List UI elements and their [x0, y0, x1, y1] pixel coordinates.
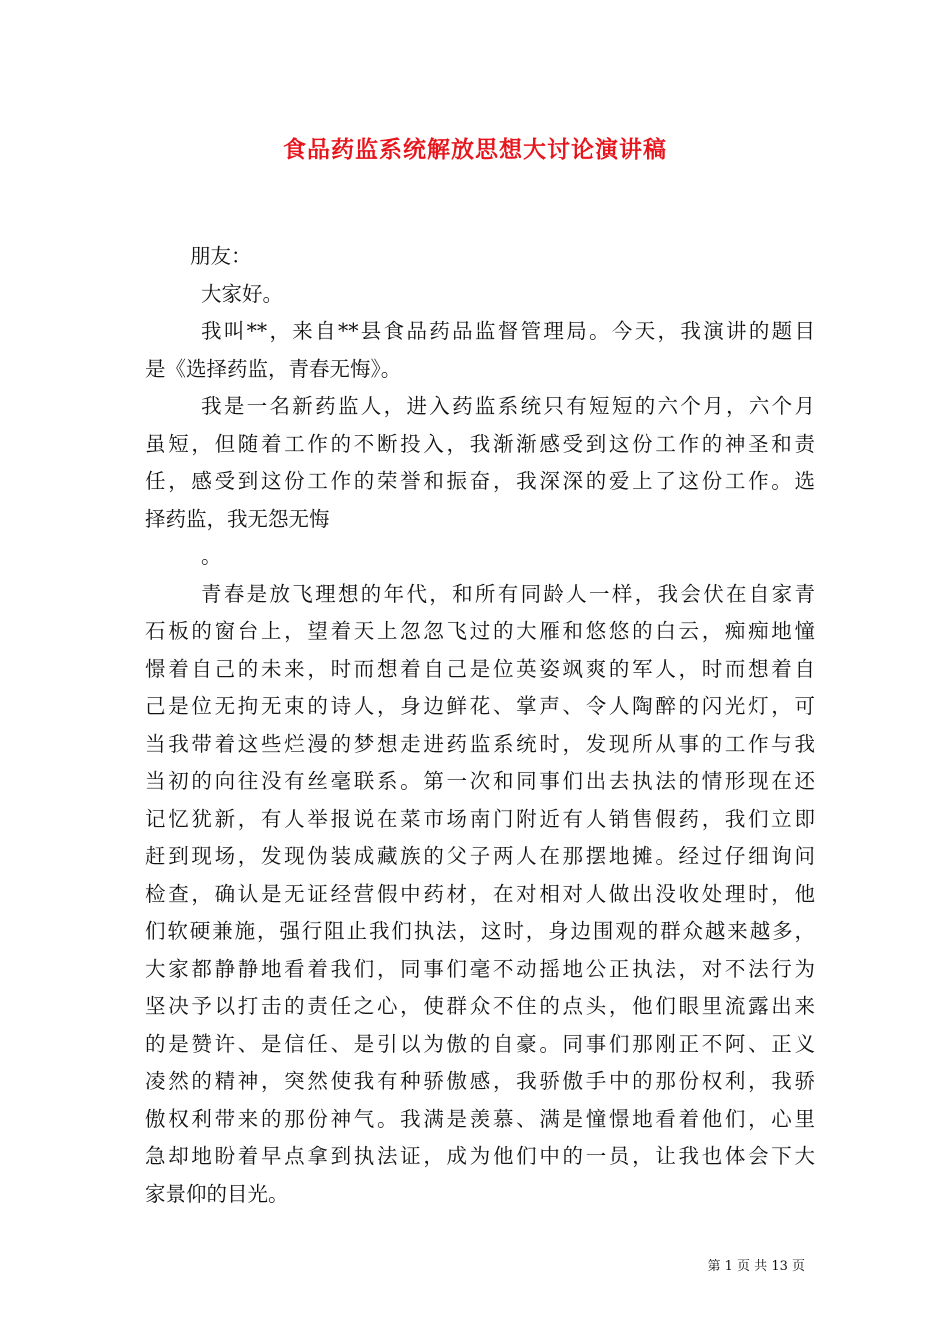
- text-line: 们软硬兼施，强行阻止我们执法，这时，身边围观的群众越来越多，: [145, 919, 815, 943]
- text-line: 任，感受到这份工作的荣誉和振奋，我深深的爱上了这份工作。选: [145, 469, 815, 493]
- text-line: 赶到现场，发现伪装成藏族的父子两人在那摆地摊。经过仔细询问: [145, 844, 815, 868]
- text-line: 青春是放飞理想的年代，和所有同龄人一样，我会伏在自家青: [201, 581, 815, 606]
- text-line: 虽短，但随着工作的不断投入，我渐渐感受到这份工作的神圣和责: [145, 431, 815, 456]
- text-line: 我叫**，来自**县食品药品监督管理局。今天，我演讲的题目: [201, 319, 815, 343]
- text-line: 急却地盼着早点拿到执法证，成为他们中的一员，让我也体会下大: [145, 1144, 815, 1168]
- text-line: 当初的向往没有丝毫联系。第一次和同事们出去执法的情形现在还: [145, 769, 815, 793]
- text-line: 我是一名新药监人，进入药监系统只有短短的六个月，六个月: [201, 394, 815, 418]
- text-line: 检查，确认是无证经营假中药材，在对相对人做出没收处理时，他: [145, 881, 815, 906]
- text-line: 记忆犹新，有人举报说在菜市场南门附近有人销售假药，我们立即: [145, 806, 815, 831]
- text-line: 的是赞许、是信任、是引以为傲的自豪。同事们那刚正不阿、正义: [145, 1031, 815, 1056]
- text-line: 大家都静静地看着我们，同事们毫不动摇地公正执法，对不法行为: [145, 956, 815, 981]
- text-line: 朋友：: [190, 244, 252, 268]
- document-body: [145, 238, 815, 1213]
- text-line: 傲权利带来的那份神气。我满是羡慕、满是憧憬地看着他们，心里: [145, 1106, 815, 1131]
- text-line: 己是位无拘无束的诗人，身边鲜花、掌声、令人陶醉的闪光灯，可: [145, 694, 815, 718]
- text-line: 。: [201, 544, 222, 568]
- page-number: 第 1 页 共 13 页: [707, 1259, 805, 1274]
- text-line: 是《选择药监，青春无悔》。: [145, 356, 402, 381]
- text-line: 择药监，我无怨无悔: [145, 506, 330, 531]
- text-line: 大家好。: [201, 281, 283, 306]
- text-line: 凌然的精神，突然使我有种骄傲感，我骄傲手中的那份权利，我骄: [145, 1069, 815, 1093]
- text-line: 坚决予以打击的责任之心，使群众不住的点头，他们眼里流露出来: [145, 994, 815, 1018]
- text-line: 家景仰的目光。: [145, 1181, 289, 1206]
- text-line: 当我带着这些烂漫的梦想走进药监系统时，发现所从事的工作与我: [145, 731, 815, 756]
- text-line: 憬着自己的未来，时而想着自己是位英姿飒爽的军人，时而想着自: [145, 656, 815, 681]
- document-title: 食品药监系统解放思想大讨论演讲稿: [283, 136, 667, 163]
- text-line: 石板的窗台上，望着天上忽忽飞过的大雁和悠悠的白云，痴痴地憧: [145, 619, 815, 643]
